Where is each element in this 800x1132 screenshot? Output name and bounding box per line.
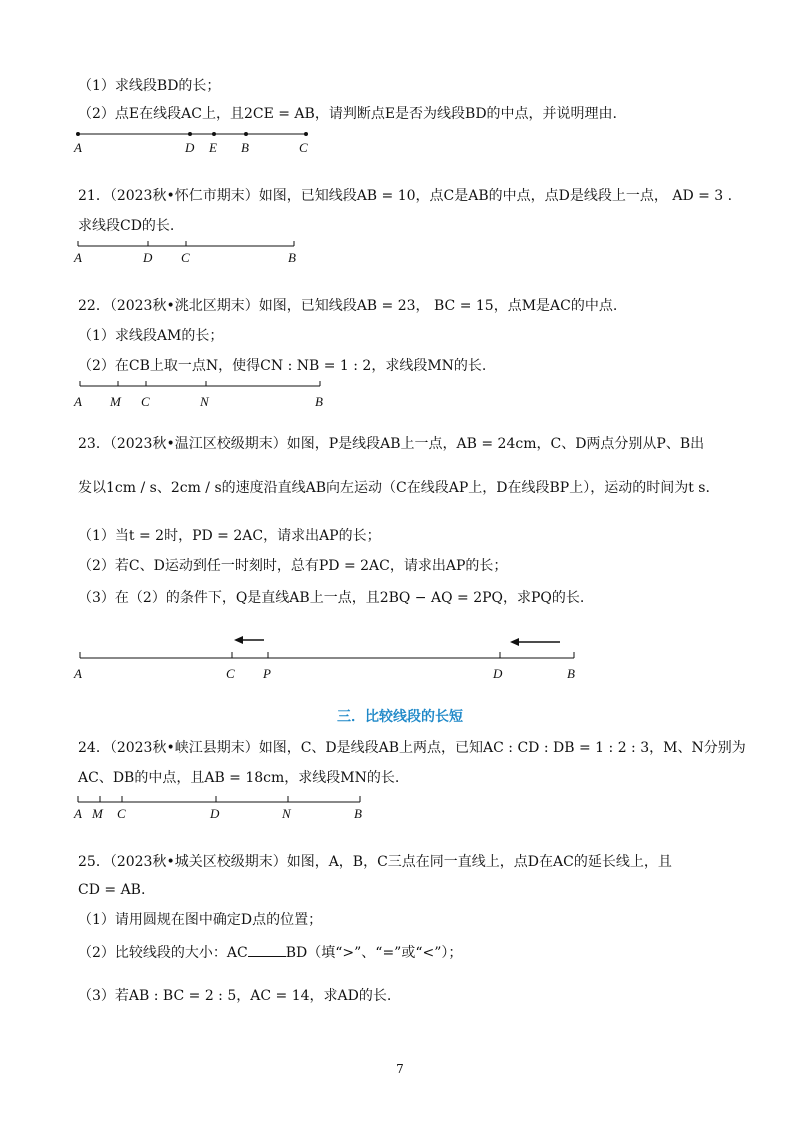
q24-label-D: D — [210, 806, 220, 821]
q25-part2-suffix: BD（填“>”、“=”或“<”）； — [285, 945, 463, 961]
q24-line2: AC、DB的中点，且AB = 18cm，求线段MN的长. — [78, 770, 400, 786]
q22-label-A: A — [74, 394, 82, 408]
q24-label-A: A — [74, 806, 82, 821]
q22-line1: 22．（2023秋•洮北区期末）如图，已知线段AB = 23， BC = 15，点M是AC的中点. — [78, 298, 618, 314]
q25-part2 — [78, 942, 462, 963]
q24-label-M: M — [92, 806, 103, 821]
q25-line1: 25．（2023秋•城关区校级期末）如图，A，B，C三点在同一直线上，点D在AC的延长线上，且 — [78, 854, 672, 870]
q20-label-C: C — [299, 140, 308, 155]
q23-line1: 23．（2023秋•温江区校级期末）如图，P是线段AB上一点，AB = 24cm，C、D两点分别从P、B出 — [78, 436, 705, 452]
q23-label-D: D — [493, 666, 503, 681]
q21-label-B: B — [288, 250, 296, 265]
q23-part2: （2）若C、D运动到任一时刻时，总有PD = 2AC，请求出AP的长； — [78, 558, 508, 574]
q23-line2: 发以1cm / s、2cm / s的速度沿直线AB向左运动（C在线段AP上，D在线段BP上），运动的时间为t s. — [78, 480, 710, 496]
q24-figure — [70, 794, 370, 824]
q20-figure — [70, 126, 330, 156]
q25-part3: （3）若AB : BC = 2 : 5，AC = 14，求AD的长. — [78, 988, 392, 1004]
q21-figure — [70, 238, 310, 268]
q24-label-C: C — [117, 806, 126, 821]
q22-label-N: N — [200, 394, 209, 408]
q25-part2-prefix: （2）比较线段的大小：AC — [78, 945, 248, 961]
arrow-left-icon — [510, 638, 560, 646]
q21-line1: 21．（2023秋•怀仁市期末）如图，已知线段AB = 10，点C是AB的中点，点D是线段上一点， AD = 3 . — [78, 188, 733, 204]
q20-label-A: A — [74, 140, 82, 155]
q23-label-B: B — [567, 666, 575, 681]
section-heading: 三．比较线段的长短 — [337, 709, 463, 725]
q22-figure — [70, 378, 340, 408]
q20-part2: （2）点E在线段AC上，且2CE = AB，请判断点E是否为线段BD的中点，并说明理由. — [78, 106, 617, 122]
q23-figure — [70, 628, 590, 684]
page-number: 7 — [396, 1062, 404, 1076]
q22-part1: （1）求线段AM的长； — [78, 328, 224, 344]
q24-label-N: N — [282, 806, 291, 821]
q20-label-B: B — [241, 140, 249, 155]
q23-part3: （3）在（2）的条件下，Q是直线AB上一点，且2BQ − AQ = 2PQ，求PQ的长. — [78, 590, 585, 606]
q20-label-D: D — [185, 140, 195, 155]
q24-label-B: B — [354, 806, 362, 821]
q21-label-C: C — [181, 250, 190, 265]
q21-label-A: A — [74, 250, 82, 265]
q25-part1: （1）请用圆规在图中确定D点的位置； — [78, 912, 323, 928]
q23-label-P: P — [263, 666, 271, 681]
q20-label-E: E — [209, 140, 217, 155]
answer-blank[interactable] — [248, 942, 286, 957]
q21-line2: 求线段CD的长. — [78, 218, 175, 234]
q21-label-D: D — [143, 250, 153, 265]
q20-part1: （1）求线段BD的长； — [78, 78, 221, 94]
q22-part2: （2）在CB上取一点N，使得CN : NB = 1 : 2，求线段MN的长. — [78, 358, 487, 374]
q22-label-C: C — [141, 394, 150, 408]
q22-label-M: M — [110, 394, 121, 408]
q23-label-A: A — [74, 666, 82, 681]
q25-line2: CD = AB. — [78, 882, 146, 898]
q24-line1: 24．（2023秋•峡江县期末）如图，C、D是线段AB上两点，已知AC : CD : DB = 1 : 2 : 3，M、N分别为 — [78, 740, 746, 756]
q23-part1: （1）当t = 2时，PD = 2AC，请求出AP的长； — [78, 528, 381, 544]
q23-label-C: C — [226, 666, 235, 681]
q22-label-B: B — [315, 394, 323, 408]
arrow-left-icon — [234, 636, 264, 644]
